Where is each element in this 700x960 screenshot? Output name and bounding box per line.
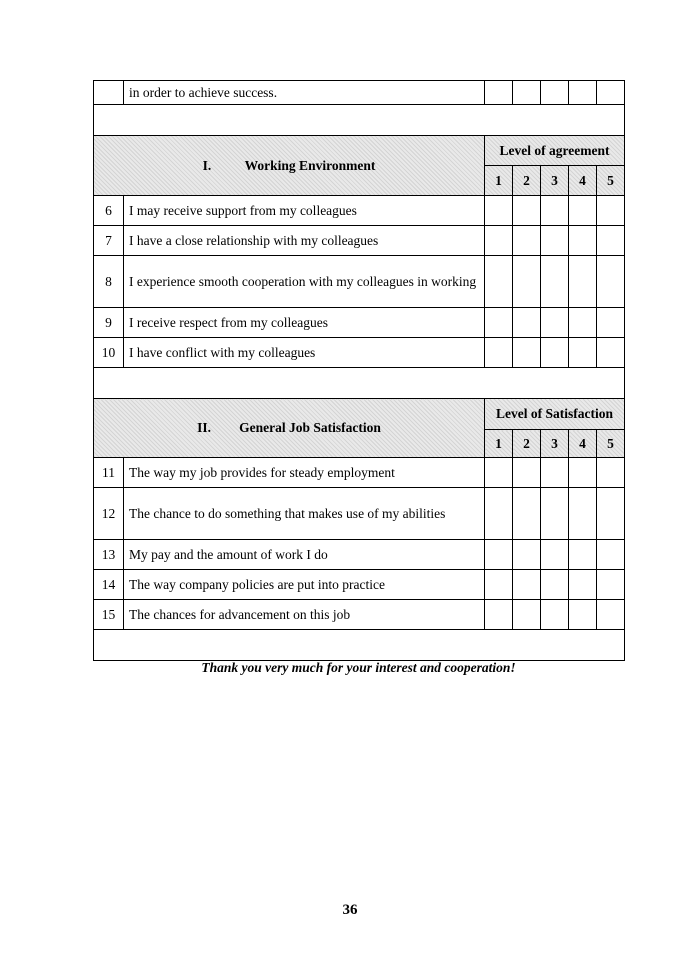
rating-cell-1[interactable] xyxy=(485,196,513,226)
rating-cell-4[interactable] xyxy=(569,488,597,540)
rating-cell-1[interactable] xyxy=(485,226,513,256)
table-row xyxy=(94,226,625,256)
item-text: in order to achieve success. xyxy=(124,81,485,105)
section-numeral: II. xyxy=(197,420,212,435)
scale-label: 2 xyxy=(513,430,541,458)
rating-cell-2[interactable] xyxy=(513,600,541,630)
rating-cell-5[interactable] xyxy=(597,488,625,540)
item-text: I experience smooth cooperation with my colleagues in working xyxy=(124,256,485,308)
rating-cell-3[interactable] xyxy=(541,338,569,368)
section-title xyxy=(94,136,485,196)
rating-cell-3[interactable] xyxy=(541,488,569,540)
rating-cell-5[interactable] xyxy=(597,196,625,226)
rating-cell-2[interactable] xyxy=(513,256,541,308)
scale-label: 4 xyxy=(569,166,597,196)
item-text: I have a close relationship with my colleagues xyxy=(124,226,485,256)
rating-cell-4[interactable] xyxy=(569,570,597,600)
item-number-cell xyxy=(94,81,124,105)
scale-label: 3 xyxy=(541,166,569,196)
table-row xyxy=(94,540,625,570)
rating-cell-2[interactable] xyxy=(513,308,541,338)
item-text: I receive respect from my colleagues xyxy=(124,308,485,338)
rating-cell-2[interactable] xyxy=(513,226,541,256)
rating-cell-2[interactable] xyxy=(513,570,541,600)
table-row xyxy=(94,600,625,630)
scale-label: 3 xyxy=(541,430,569,458)
table-row xyxy=(94,81,625,105)
rating-cell-1[interactable] xyxy=(485,338,513,368)
scale-label: 1 xyxy=(485,166,513,196)
rating-cell-5[interactable] xyxy=(597,256,625,308)
page-number: 36 xyxy=(342,902,358,918)
rating-cell-5[interactable] xyxy=(597,540,625,570)
rating-cell-5[interactable] xyxy=(597,458,625,488)
rating-cell-4[interactable] xyxy=(569,226,597,256)
spacer-row xyxy=(94,630,625,661)
item-number: 12 xyxy=(94,488,124,540)
item-text: I have conflict with my colleagues xyxy=(124,338,485,368)
rating-cell-1[interactable] xyxy=(485,81,513,105)
rating-cell-4[interactable] xyxy=(569,540,597,570)
rating-cell-2[interactable] xyxy=(513,540,541,570)
item-text: The way my job provides for steady employment xyxy=(124,458,485,488)
item-number: 14 xyxy=(94,570,124,600)
rating-cell-2[interactable] xyxy=(513,81,541,105)
rating-cell-3[interactable] xyxy=(541,570,569,600)
rating-cell-5[interactable] xyxy=(597,338,625,368)
thank-you-note: Thank you very much for your interest and cooperation! xyxy=(201,660,516,675)
rating-cell-4[interactable] xyxy=(569,256,597,308)
level-label: Level of agreement xyxy=(485,136,625,166)
rating-cell-3[interactable] xyxy=(541,196,569,226)
table-row xyxy=(94,488,625,540)
scale-label: 4 xyxy=(569,430,597,458)
rating-cell-5[interactable] xyxy=(597,226,625,256)
scale-label: 5 xyxy=(597,430,625,458)
rating-cell-3[interactable] xyxy=(541,540,569,570)
rating-cell-4[interactable] xyxy=(569,308,597,338)
item-number: 6 xyxy=(94,196,124,226)
rating-cell-3[interactable] xyxy=(541,226,569,256)
rating-cell-3[interactable] xyxy=(541,256,569,308)
rating-cell-2[interactable] xyxy=(513,196,541,226)
rating-cell-4[interactable] xyxy=(569,81,597,105)
item-text: The way company policies are put into practice xyxy=(124,570,485,600)
spacer-row xyxy=(94,105,625,136)
rating-cell-1[interactable] xyxy=(485,308,513,338)
questionnaire-table xyxy=(93,80,625,661)
item-text: The chances for advancement on this job xyxy=(124,600,485,630)
rating-cell-4[interactable] xyxy=(569,338,597,368)
level-label: Level of Satisfaction xyxy=(485,399,625,430)
item-number: 10 xyxy=(94,338,124,368)
rating-cell-1[interactable] xyxy=(485,488,513,540)
section-numeral: I. xyxy=(202,157,212,173)
rating-cell-5[interactable] xyxy=(597,308,625,338)
rating-cell-2[interactable] xyxy=(513,458,541,488)
item-number: 9 xyxy=(94,308,124,338)
item-text: I may receive support from my colleagues xyxy=(124,196,485,226)
rating-cell-2[interactable] xyxy=(513,488,541,540)
section-header-row xyxy=(94,136,625,166)
rating-cell-3[interactable] xyxy=(541,458,569,488)
rating-cell-5[interactable] xyxy=(597,81,625,105)
rating-cell-3[interactable] xyxy=(541,600,569,630)
rating-cell-5[interactable] xyxy=(597,570,625,600)
rating-cell-4[interactable] xyxy=(569,600,597,630)
table-row xyxy=(94,196,625,226)
rating-cell-4[interactable] xyxy=(569,458,597,488)
section-header-row xyxy=(94,399,625,430)
item-text: The chance to do something that makes use of my abilities xyxy=(124,488,485,540)
item-number: 15 xyxy=(94,600,124,630)
section-title-text: Working Environment xyxy=(244,157,376,173)
item-text: My pay and the amount of work I do xyxy=(124,540,485,570)
rating-cell-5[interactable] xyxy=(597,600,625,630)
section-title-text: General Job Satisfaction xyxy=(239,420,381,435)
rating-cell-1[interactable] xyxy=(485,256,513,308)
table-row xyxy=(94,338,625,368)
table-row xyxy=(94,458,625,488)
table-row xyxy=(94,308,625,338)
rating-cell-2[interactable] xyxy=(513,338,541,368)
scale-label: 1 xyxy=(485,430,513,458)
section-title xyxy=(94,399,485,458)
rating-cell-3[interactable] xyxy=(541,308,569,338)
table-row xyxy=(94,256,625,308)
scale-label: 2 xyxy=(513,166,541,196)
item-number: 7 xyxy=(94,226,124,256)
rating-cell-4[interactable] xyxy=(569,196,597,226)
rating-cell-1[interactable] xyxy=(485,600,513,630)
table-row xyxy=(94,570,625,600)
rating-cell-1[interactable] xyxy=(485,570,513,600)
rating-cell-1[interactable] xyxy=(485,458,513,488)
item-number: 13 xyxy=(94,540,124,570)
spacer-row xyxy=(94,368,625,399)
item-number: 8 xyxy=(94,256,124,308)
item-number: 11 xyxy=(94,458,124,488)
rating-cell-3[interactable] xyxy=(541,81,569,105)
scale-label: 5 xyxy=(597,166,625,196)
rating-cell-1[interactable] xyxy=(485,540,513,570)
